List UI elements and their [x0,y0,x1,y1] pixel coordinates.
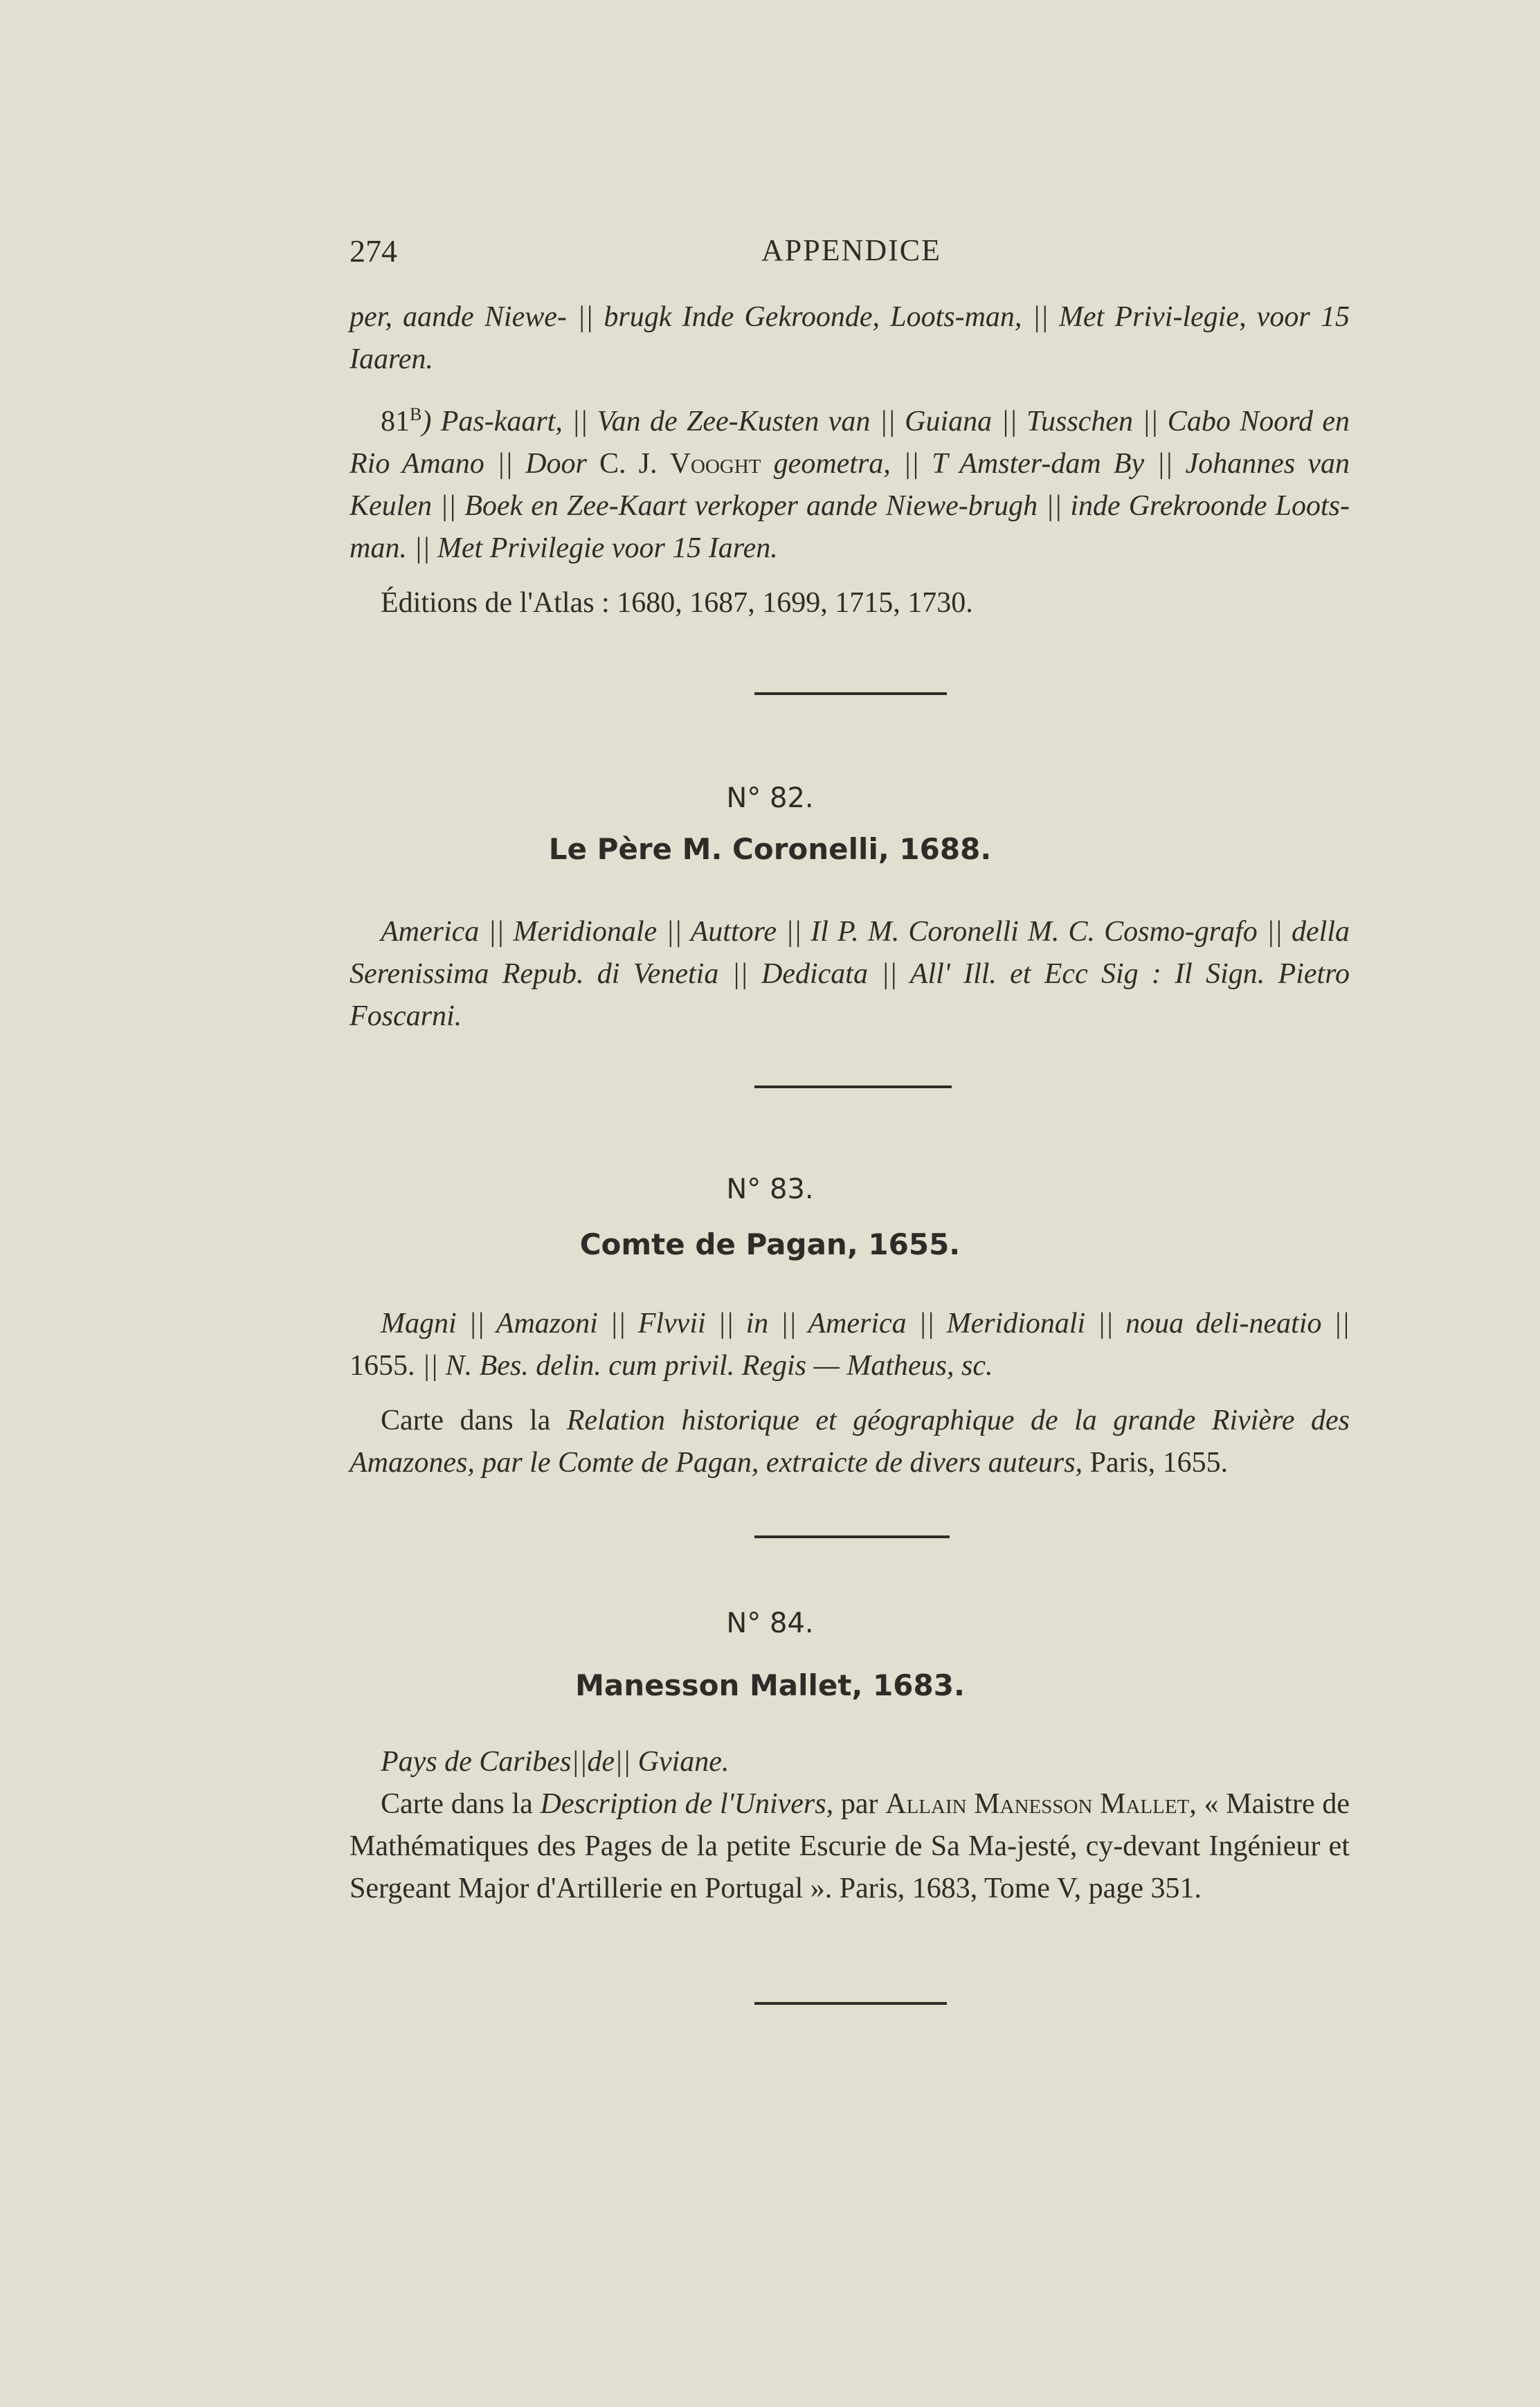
source-author: Allain Manesson Mallet, [885,1788,1197,1820]
author-name: Vooght [669,448,761,480]
entry-paragraph [350,1400,1350,1484]
continuation-paragraph-2 [350,393,1350,570]
source-title: Description de l'Univers, [540,1788,834,1820]
page-header [350,233,1353,274]
page-number: 274 [350,233,397,269]
source-intro: Carte dans la [381,1788,541,1820]
title-part-a: ) Pas-kaart, || Van de Zee-Kusten van || Guiana || Tusschen || Cabo Noord en Rio Amano || Door [350,406,1350,480]
source-details: « Maistre de Mathématiques des Pages de la petite Escurie de Sa Ma-jesté, cy-devant Ingénieur et Sergeant Major d'Artillerie en Portugal ». Paris, 1683, Tome V, page 351. [350,1788,1350,1904]
entry-title: Le Père M. Coronelli, 1688. [548,832,992,866]
map-title-part-a: Magni || Amazoni || Flvvii || in || America || Meridionali || noua deli-neatio || [381,1308,1350,1340]
continuation-block [350,296,1350,637]
source-intro: Carte dans la [381,1405,567,1436]
author-initials: C. J. [599,448,658,480]
map-year: 1655. [350,1350,415,1382]
entry-84-text [350,1741,1350,1922]
entry-paragraph [350,1303,1350,1387]
entry-title: Comte de Pagan, 1655. [579,1227,961,1261]
entry-number: N° 84. [726,1607,814,1639]
entry-83-text [350,1303,1350,1497]
source-place: Paris, 1655. [1082,1447,1229,1479]
section-divider [754,1535,950,1538]
section-divider [754,1085,952,1088]
section-divider [754,2002,947,2005]
entry-number: N° 83. [726,1173,814,1205]
entry-paragraph: Pays de Caribes||de|| Gviane. [381,1746,730,1778]
entry-superscript: B [410,404,422,424]
running-head: APPENDICE [761,233,942,267]
continuation-paragraph-1: per, aande Niewe- || brugk Inde Gekroonde, Loots-man, || Met Privi-legie, voor 15 Iaaren. [350,301,1350,375]
entry-title: Manesson Mallet, 1683. [575,1668,965,1702]
title-part-b: geometra, || T Amster-dam By || Johannes van Keulen || Boek en Zee-Kaart verkoper aande Niewe-brugh || inde Grekroonde Loots-man. || Met Privilegie voor 15 Iaren. [350,448,1350,564]
source-by: par [833,1788,886,1820]
entry-paragraph [350,1783,1350,1910]
entry-82-text [350,911,1350,1050]
entry-paragraph: America || Meridionale || Auttore || Il P. M. Coronelli M. C. Cosmo-grafo || della Serenissima Repub. di Venetia || Dedicata || All' Ill. et Ecc Sig : Il Sign. Pietro Foscarni. [350,916,1350,1032]
entry-number-81: 81 [381,406,410,438]
map-title-part-b: || N. Bes. delin. cum privil. Regis — Matheus, sc. [415,1350,993,1382]
section-divider [754,692,947,695]
continuation-paragraph-3: Éditions de l'Atlas : 1680, 1687, 1699, 1715, 1730. [381,587,973,619]
entry-number: N° 82. [726,782,814,814]
source-title: Relation historique et géographique de la grande Rivière des Amazones, par le Comte de Pagan, extraicte de divers auteurs, [350,1405,1350,1479]
